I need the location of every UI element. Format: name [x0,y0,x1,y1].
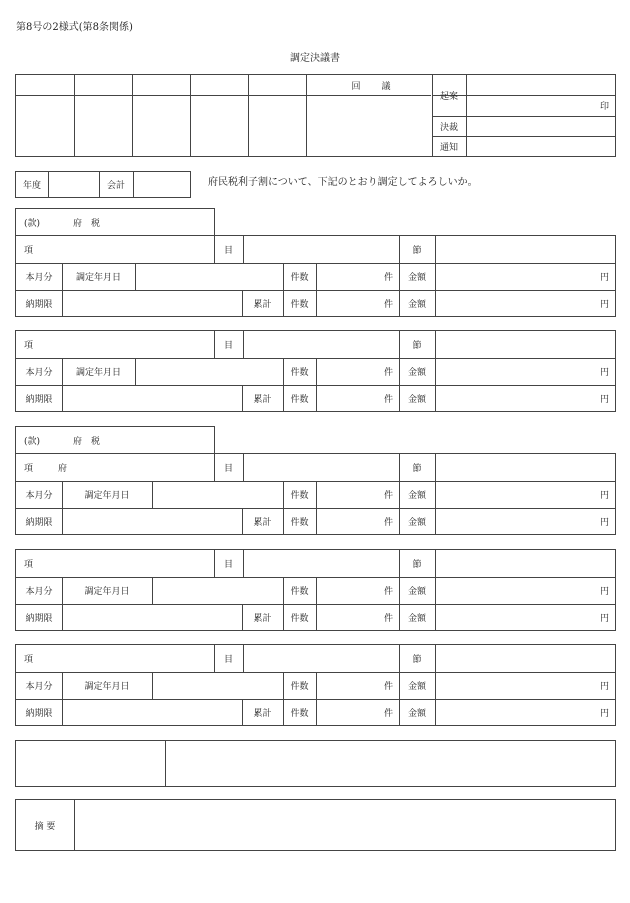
en-unit: 円 [599,273,609,283]
ken-unit: 件 [383,394,393,405]
kou-label: 項 [24,655,34,665]
kensu-label: 件数 [290,587,309,597]
approval-grid [15,74,616,157]
nokigen-label: 納期限 [25,394,53,405]
budget-block [15,549,616,631]
kou-label: 項 [24,560,34,570]
kensu-label: 件数 [290,394,309,405]
budget-block [15,235,616,317]
ruikei-label: 累計 [253,517,272,528]
kensu-label: 件数 [290,491,309,501]
setsu-label: 節 [412,560,422,570]
kan-header [15,208,215,236]
ruikei-label: 累計 [253,394,272,405]
ruikei-label: 累計 [253,708,272,719]
kingaku-label: 金額 [407,368,426,378]
ken-unit: 件 [383,587,393,597]
kou-label: 項 [24,341,34,351]
kan-label: (款) [24,436,41,447]
chotei-date-label: 調定年月日 [84,682,130,692]
kan-name: 府 税 [73,436,101,447]
setsu-label: 節 [412,464,422,474]
kingaku-label: 金額 [407,273,426,283]
kou-label: 項 [24,464,34,474]
ken-unit: 件 [383,613,393,624]
kingaku-label: 金額 [407,517,426,528]
kensu-label: 件数 [290,613,309,624]
en-unit: 円 [599,587,609,597]
blank-box [15,740,616,787]
ken-unit: 件 [383,368,393,378]
en-unit: 円 [599,368,609,378]
setsu-label: 節 [412,341,422,351]
honmonbun-label: 本月分 [25,491,53,501]
ken-unit: 件 [383,273,393,283]
ken-unit: 件 [383,517,393,528]
kensu-label: 件数 [290,368,309,378]
en-unit: 円 [599,682,609,692]
ken-unit: 件 [383,299,393,310]
moku-label: 目 [223,341,233,351]
kessai-label: 決裁 [439,122,458,133]
ruikei-label: 累計 [253,299,272,310]
honmonbun-label: 本月分 [25,368,53,378]
kensu-label: 件数 [290,682,309,692]
remarks-label: 摘 要 [34,821,56,832]
year-label: 年度 [22,181,41,191]
kai-label: 回 [351,81,361,92]
moku-label: 目 [223,246,233,256]
seal-label: 印 [599,102,609,112]
form-number: 第8号の2様式(第8条関係) [16,22,133,33]
honmonbun-label: 本月分 [25,587,53,597]
chotei-date-label: 調定年月日 [84,587,130,597]
setsu-label: 節 [412,246,422,256]
kensu-label: 件数 [290,299,309,310]
nokigen-label: 納期限 [25,708,53,719]
moku-label: 目 [223,655,233,665]
budget-block [15,330,616,412]
kou-value: 府 [58,464,68,474]
en-unit: 円 [599,394,609,405]
ken-unit: 件 [383,682,393,692]
nokigen-label: 納期限 [25,299,53,310]
gi-label: 議 [381,81,391,92]
en-unit: 円 [599,299,609,310]
en-unit: 円 [599,613,609,624]
chotei-date-label: 調定年月日 [75,273,121,283]
kingaku-label: 金額 [407,708,426,719]
kensu-label: 件数 [290,273,309,283]
en-unit: 円 [599,517,609,528]
ken-unit: 件 [383,491,393,501]
ken-unit: 件 [383,708,393,719]
kou-label: 項 [24,246,34,256]
honmonbun-label: 本月分 [25,682,53,692]
chotei-date-label: 調定年月日 [75,368,121,378]
en-unit: 円 [599,491,609,501]
chotei-date-label: 調定年月日 [84,491,130,501]
kingaku-label: 金額 [407,491,426,501]
kingaku-label: 金額 [407,587,426,597]
nokigen-label: 納期限 [25,517,53,528]
en-unit: 円 [599,708,609,719]
kingaku-label: 金額 [407,394,426,405]
budget-block [15,644,616,726]
kan-label: (款) [24,218,41,229]
year-account-box [15,171,191,198]
account-label: 会計 [106,181,125,191]
remarks-box [15,799,616,851]
kingaku-label: 金額 [407,613,426,624]
moku-label: 目 [223,464,233,474]
ruikei-label: 累計 [253,613,272,624]
kan-name: 府 税 [73,218,101,229]
kensu-label: 件数 [290,708,309,719]
kingaku-label: 金額 [407,299,426,310]
setsu-label: 節 [412,655,422,665]
budget-block [15,453,616,535]
moku-label: 目 [223,560,233,570]
page-title: 調定決議書 [290,53,340,64]
statement-text: 府民税利子割について、下記のとおり調定してよろしいか。 [208,177,478,188]
honmonbun-label: 本月分 [25,273,53,283]
tsuchi-label: 通知 [439,142,458,153]
kian-label: 起案 [439,92,458,102]
kensu-label: 件数 [290,517,309,528]
nokigen-label: 納期限 [25,613,53,624]
kingaku-label: 金額 [407,682,426,692]
kan-header [15,426,215,454]
